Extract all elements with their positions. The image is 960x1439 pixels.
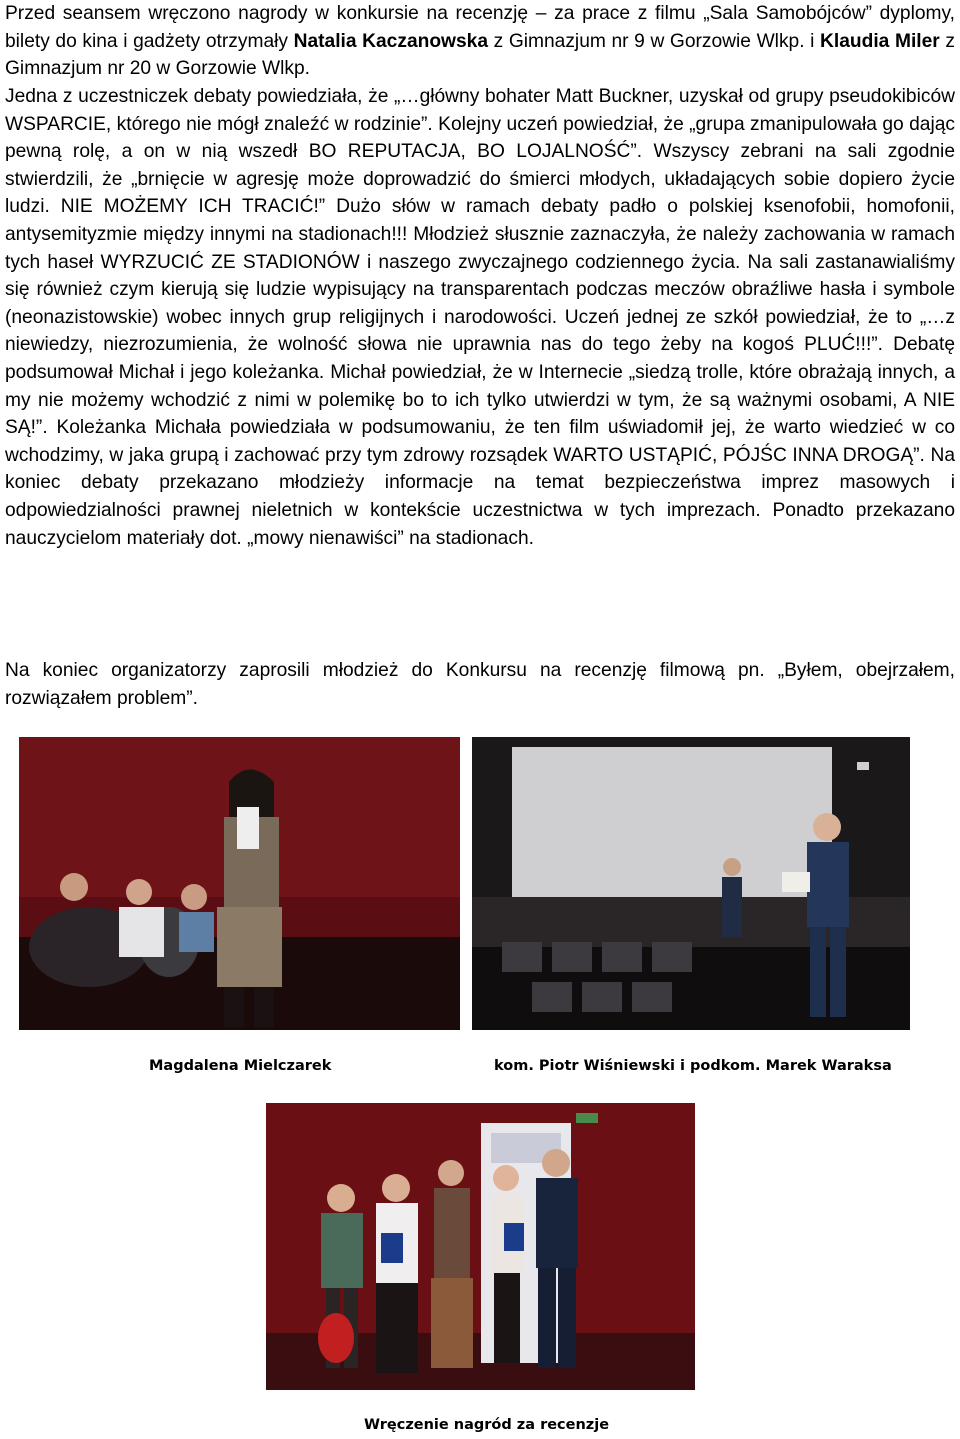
- photo-speaker: [19, 737, 460, 1030]
- paragraph-text: Przed seansem wręczono nagrody w konkursie na recenzję – za prace z filmu „Sala Samobójców” dyplomy, bilety do kina i gadżety otrzymały: [5, 3, 955, 52]
- paragraph-text: Jedna z uczestniczek debaty powiedziała, że „…główny bohater Matt Buckner, uzyskał od grupy pseudokibiców WSPARCIE, którego nie mógł znaleźć w rodzinie”. Kolejny uczeń powiedział, że „grupa zmanipulowała go dając pewną rolę, a on w nią wszedł BO REPUTACJA, BO LOJALNOŚĆ”. Wszyscy zebrani na sali zgodnie stwierdzili, że „brnięcie w agresję może doprowadzić do śmierci młodych, układających sobie dopiero życie ludzi. NIE MOŻEMY ICH TRACIĆ!” Dużo słów w ramach debaty padło o polskiej ksenofobii, homofonii, antysemityzmie między innymi na stadionach!!! Młodzież słusznie zaznaczyła, że należy zachowania w ramach tych haseł WYRZUCIĆ ZE STADIONÓW i naszego zwyczajnego codziennego życia. Na sali zastanawialiśmy się również czym kierują się ludzie wypisujący na transparentach podczas meczów obraźliwe hasła i symbole (neonazistowskie) wobec innych grup religijnych i narodowości. Uczeń jednej ze szkół powiedział, że to „…z niewiedzy, niezrozumienia, że wolność słowa nie uprawnia nas do tego żeby na kogoś PLUĆ!!!”. Debatę podsumował Michał i jego koleżanka. Michał powiedział, że w Internecie „siedzą trolle, które obrażają innych, a my nie możemy wchodzić z nimi w polemikę bo to ich tylko utwierdzi w tym, że są ważnymi osobami, A NIE SĄ!”. Koleżanka Michała powiedziała w podsumowaniu, że ten film uświadomił jej, że warto wiedzieć w co wchodzimy, w jaka grupą i zachować przy tym zdrowy rozsądek WARTO USTĄPIĆ, PÓJŚC INNA DROGĄ”. Na koniec debaty przekazano młodzieży informacje na temat bezpieczeństwa imprez masowych i odpowiedzialności prawnej nieletnich w kontekście uczestnictwa w tych imprezach. Ponadto przekazano nauczycielom materiały dot. „mowy nienawiści” na stadionach.: [5, 86, 955, 549]
- paragraph-contest-invite: [5, 657, 955, 712]
- photo-award-ceremony: [266, 1103, 695, 1390]
- winner-name: Natalia Kaczanowska: [293, 30, 488, 52]
- paragraph-awards: [5, 0, 955, 83]
- paragraph-text: z Gimnazjum nr 9 w Gorzowie Wlkp. i: [488, 30, 821, 52]
- photo-police-officers: [472, 737, 910, 1030]
- photo-caption: kom. Piotr Wiśniewski i podkom. Marek Waraksa: [494, 1058, 892, 1074]
- photo-caption: Magdalena Mielczarek: [149, 1058, 332, 1074]
- paragraph-text: Na koniec organizatorzy zaprosili młodzież do Konkursu na recenzję filmową pn. „Byłem, obejrzałem, rozwiązałem problem”.: [5, 660, 955, 709]
- photo-caption: Wręczenie nagród za recenzje: [364, 1417, 610, 1433]
- paragraph-text: z Gimnazjum nr 20 w Gorzowie Wlkp.: [5, 30, 955, 80]
- winner-name: Klaudia Miler: [820, 30, 940, 52]
- paragraph-debate: [5, 83, 955, 552]
